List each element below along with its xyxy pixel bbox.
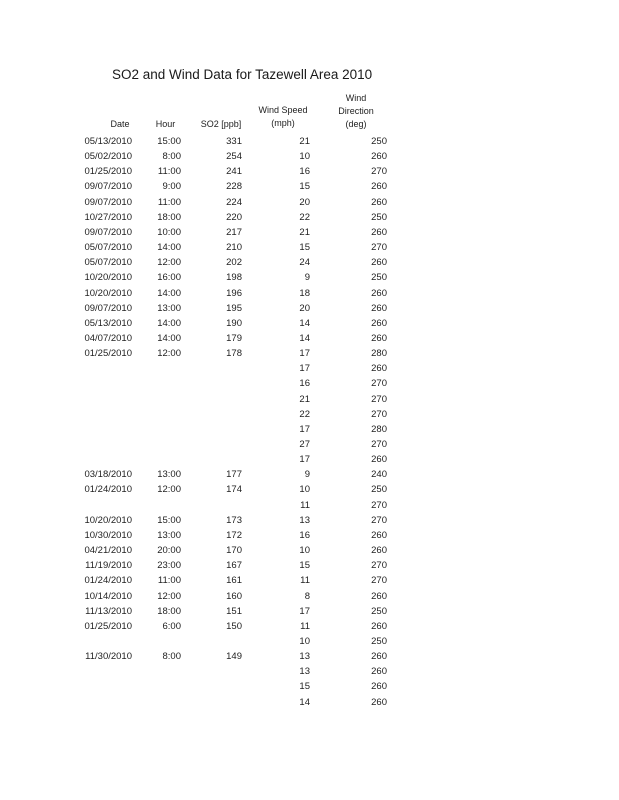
row-date: 10/20/2010 — [84, 514, 132, 526]
row-wind-speed: 16 — [299, 529, 310, 541]
row-wind-speed: 16 — [299, 378, 310, 390]
row-date: 01/25/2010 — [84, 620, 132, 632]
row-wind-speed: 20 — [299, 196, 310, 208]
row-so2: 170 — [226, 545, 242, 556]
row-hour: 14:00 — [157, 242, 181, 254]
row-date: 05/07/2010 — [84, 242, 132, 254]
row-wind-direction: 260 — [371, 590, 387, 602]
row-so2: 217 — [226, 226, 242, 238]
row-wind-direction: 240 — [371, 469, 387, 481]
row-date: 10/20/2010 — [84, 287, 132, 299]
row-hour: 12:00 — [157, 484, 181, 496]
row-wind-speed: 10 — [299, 545, 310, 556]
row-so2: 177 — [226, 469, 242, 481]
row-wind-direction: 250 — [371, 605, 387, 617]
column-header-wind-direction-line3: (deg) — [345, 119, 367, 129]
row-date: 11/30/2010 — [85, 651, 132, 663]
row-wind-direction: 270 — [371, 575, 387, 587]
row-so2: 220 — [226, 211, 242, 223]
document-title: SO2 and Wind Data for Tazewell Area 2010 — [112, 67, 373, 82]
row-wind-direction: 260 — [371, 317, 387, 329]
row-wind-direction: 270 — [371, 378, 387, 390]
row-wind-direction: 260 — [371, 363, 387, 375]
row-so2: 179 — [226, 333, 242, 344]
row-wind-speed: 8 — [304, 590, 310, 602]
row-date: 05/02/2010 — [84, 151, 132, 163]
row-so2: 174 — [226, 484, 242, 496]
row-wind-speed: 14 — [299, 333, 310, 344]
row-wind-speed: 24 — [299, 257, 310, 269]
column-header-date: Date — [110, 119, 130, 129]
row-wind-direction: 280 — [371, 423, 387, 435]
row-wind-speed: 11 — [300, 499, 310, 511]
row-wind-direction: 270 — [371, 439, 387, 450]
row-so2: 202 — [226, 257, 242, 269]
row-so2: 149 — [226, 651, 242, 663]
row-hour: 18:00 — [157, 605, 181, 617]
row-so2: 210 — [226, 242, 242, 254]
row-wind-speed: 9 — [304, 272, 310, 284]
row-hour: 11:00 — [157, 575, 181, 587]
row-wind-direction: 260 — [371, 226, 387, 238]
row-hour: 14:00 — [157, 287, 181, 299]
row-wind-direction: 260 — [371, 257, 387, 269]
row-hour: 14:00 — [157, 333, 181, 344]
row-wind-speed: 15 — [299, 181, 310, 193]
row-so2: 241 — [226, 166, 242, 178]
row-wind-speed: 16 — [299, 166, 310, 178]
row-wind-direction: 250 — [371, 211, 387, 223]
row-wind-direction: 280 — [371, 348, 387, 360]
row-hour: 12:00 — [157, 348, 181, 360]
row-wind-speed: 14 — [299, 696, 310, 708]
row-hour: 13:00 — [157, 302, 181, 314]
row-date: 09/07/2010 — [84, 226, 132, 238]
row-date: 01/24/2010 — [84, 484, 132, 496]
row-wind-direction: 260 — [371, 333, 387, 344]
row-wind-speed: 21 — [299, 226, 310, 238]
column-header-wind-direction — [320, 92, 392, 131]
row-wind-direction: 270 — [371, 393, 387, 405]
row-wind-direction: 260 — [371, 302, 387, 314]
row-wind-direction: 270 — [371, 242, 387, 254]
row-wind-speed: 21 — [299, 136, 310, 147]
row-wind-speed: 17 — [299, 423, 310, 435]
row-wind-speed: 27 — [299, 439, 310, 450]
row-hour: 8:00 — [162, 151, 181, 163]
row-wind-speed: 13 — [299, 666, 310, 678]
row-wind-direction: 260 — [371, 151, 387, 163]
row-wind-direction: 260 — [371, 666, 387, 678]
row-so2: 172 — [226, 529, 242, 541]
row-date: 10/27/2010 — [84, 211, 132, 223]
row-so2: 178 — [226, 348, 242, 360]
row-date: 04/07/2010 — [84, 333, 132, 344]
row-wind-speed: 15 — [299, 560, 310, 572]
row-hour: 12:00 — [157, 257, 181, 269]
row-wind-direction: 270 — [371, 408, 387, 420]
row-wind-direction: 260 — [371, 529, 387, 541]
row-wind-direction: 260 — [371, 287, 387, 299]
row-wind-speed: 14 — [299, 317, 310, 329]
column-header-wind-speed — [250, 104, 316, 130]
row-wind-speed: 17 — [299, 454, 310, 466]
row-date: 09/07/2010 — [84, 181, 132, 193]
row-wind-direction: 270 — [371, 499, 387, 511]
row-hour: 13:00 — [157, 529, 181, 541]
row-wind-speed: 22 — [299, 408, 310, 420]
row-wind-direction: 260 — [371, 681, 387, 693]
row-date: 01/24/2010 — [84, 575, 132, 587]
column-header-wind-speed-line2: (mph) — [271, 118, 295, 128]
column-header-so2: SO2 [ppb] — [200, 119, 242, 129]
row-wind-speed: 15 — [299, 681, 310, 693]
row-wind-direction: 260 — [371, 651, 387, 663]
row-date: 04/21/2010 — [84, 545, 132, 556]
row-wind-direction: 260 — [371, 620, 387, 632]
row-hour: 20:00 — [157, 545, 181, 556]
row-so2: 198 — [226, 272, 242, 284]
row-so2: 173 — [226, 514, 242, 526]
row-wind-speed: 13 — [299, 514, 310, 526]
row-hour: 16:00 — [157, 272, 181, 284]
row-wind-direction: 270 — [371, 166, 387, 178]
row-wind-direction: 260 — [371, 545, 387, 556]
row-wind-speed: 20 — [299, 302, 310, 314]
row-wind-speed: 17 — [299, 605, 310, 617]
column-header-hour: Hour — [155, 119, 176, 129]
row-wind-speed: 17 — [299, 348, 310, 360]
row-hour: 6:00 — [162, 620, 181, 632]
row-date: 11/13/2010 — [85, 605, 132, 617]
row-date: 09/07/2010 — [84, 302, 132, 314]
row-wind-speed: 21 — [299, 393, 310, 405]
row-date: 05/07/2010 — [84, 257, 132, 269]
row-so2: 228 — [226, 181, 242, 193]
row-hour: 14:00 — [157, 317, 181, 329]
row-date: 09/07/2010 — [84, 196, 132, 208]
row-date: 10/20/2010 — [84, 272, 132, 284]
row-so2: 151 — [226, 605, 242, 617]
row-so2: 331 — [226, 136, 242, 147]
row-hour: 23:00 — [157, 560, 181, 572]
row-so2: 196 — [226, 287, 242, 299]
row-so2: 167 — [226, 560, 242, 572]
row-hour: 15:00 — [157, 514, 181, 526]
row-wind-direction: 250 — [371, 136, 387, 147]
column-header-wind-direction-line1: Wind — [345, 93, 367, 103]
row-wind-speed: 13 — [299, 651, 310, 663]
row-date: 11/19/2010 — [85, 560, 132, 572]
row-wind-speed: 11 — [300, 620, 310, 632]
row-wind-direction: 250 — [371, 636, 387, 647]
row-so2: 160 — [226, 590, 242, 602]
row-wind-speed: 11 — [300, 575, 310, 587]
row-so2: 190 — [226, 317, 242, 329]
row-wind-speed: 18 — [299, 287, 310, 299]
row-wind-speed: 22 — [299, 211, 310, 223]
column-header-wind-direction-line2: Direction — [338, 106, 374, 116]
row-hour: 8:00 — [162, 651, 181, 663]
row-hour: 13:00 — [157, 469, 181, 481]
row-date: 01/25/2010 — [84, 348, 132, 360]
row-wind-speed: 10 — [299, 151, 310, 163]
row-hour: 9:00 — [162, 181, 181, 193]
column-header-wind-speed-line1: Wind Speed — [258, 105, 308, 115]
row-wind-direction: 260 — [371, 196, 387, 208]
row-wind-direction: 250 — [371, 484, 387, 496]
row-so2: 161 — [226, 575, 242, 587]
row-wind-speed: 9 — [304, 469, 310, 481]
row-wind-direction: 260 — [371, 454, 387, 466]
row-date: 01/25/2010 — [84, 166, 132, 178]
row-wind-speed: 10 — [299, 636, 310, 647]
row-so2: 150 — [226, 620, 242, 632]
row-wind-speed: 17 — [299, 363, 310, 375]
row-hour: 11:00 — [157, 166, 181, 178]
row-so2: 195 — [226, 302, 242, 314]
row-date: 10/14/2010 — [84, 590, 132, 602]
row-wind-direction: 260 — [371, 181, 387, 193]
row-hour: 12:00 — [157, 590, 181, 602]
row-hour: 18:00 — [157, 211, 181, 223]
row-wind-direction: 270 — [371, 560, 387, 572]
row-date: 10/30/2010 — [84, 529, 132, 541]
row-date: 05/13/2010 — [84, 317, 132, 329]
row-date: 05/13/2010 — [84, 136, 132, 147]
row-wind-speed: 10 — [299, 484, 310, 496]
row-wind-speed: 15 — [299, 242, 310, 254]
row-date: 03/18/2010 — [84, 469, 132, 481]
row-so2: 254 — [226, 151, 242, 163]
row-so2: 224 — [226, 196, 242, 208]
row-hour: 15:00 — [157, 136, 181, 147]
row-hour: 10:00 — [157, 226, 181, 238]
row-wind-direction: 250 — [371, 272, 387, 284]
row-hour: 11:00 — [157, 196, 181, 208]
row-wind-direction: 270 — [371, 514, 387, 526]
row-wind-direction: 260 — [371, 696, 387, 708]
